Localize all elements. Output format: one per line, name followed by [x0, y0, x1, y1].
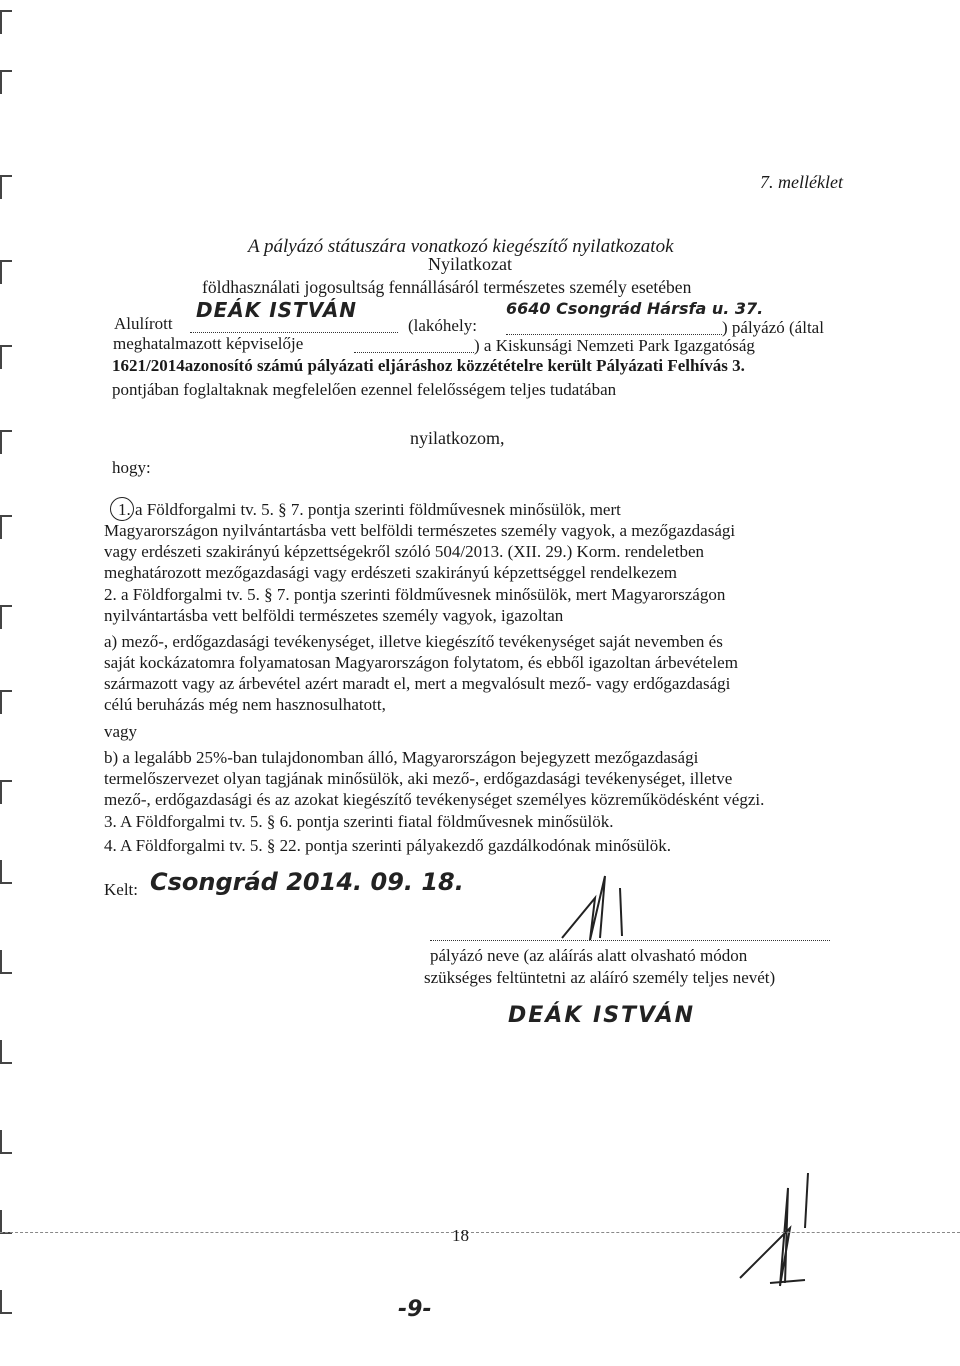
intro-alulirott: Alulírott — [114, 314, 173, 333]
intro-lakohely-label: (lakóhely: — [408, 316, 477, 335]
hogy-label: hogy: — [112, 458, 151, 477]
item-1-line: Magyarországon nyilvántartásba vett belföldi természetes személy vagyok, a mezőgazdasági — [104, 521, 736, 540]
item-2-line: 2. a Földforgalmi tv. 5. § 7. pontja szerinti földművesnek minősülök, mert Magyarországon — [104, 585, 726, 604]
page-number: 18 — [452, 1226, 469, 1245]
page-initial-signature — [730, 1168, 820, 1298]
intro-azonosito: 1621/2014azonosító számú pályázati eljáráshoz közzétételre került Pályázati Felhívás 3. — [112, 356, 745, 375]
item-2a-line: a) mező-, erdőgazdasági tevékenységet, illetve kiegészítő tevékenységet saját nevemben és — [104, 632, 723, 651]
item-4-line: 4. A Földforgalmi tv. 5. § 22. pontja szerinti pályakezdő gazdálkodónak minősülök. — [104, 836, 672, 855]
footer-rule — [0, 1232, 960, 1233]
intro-pontjaban: pontjában foglaltaknak megfelelően ezennel felelősségem teljes tudatában — [112, 380, 617, 399]
address-fill-line — [506, 334, 722, 335]
binding-mark — [0, 1130, 12, 1154]
handwritten-address: 6640 Csongrád Hársfa u. 37. — [506, 299, 764, 318]
intro-palyazo: ) pályázó (által — [722, 318, 824, 337]
item-1-line: vagy erdészeti szakirányú képzettségekről szóló 504/2013. (XII. 29.) Korm. rendeletben — [104, 542, 704, 561]
item-2a-line: saját kockázatomra folyamatosan Magyarországon folytatom, és ebből igazoltan árbevételem — [104, 653, 738, 672]
section-title: A pályázó státuszára vonatkozó kiegészítő nyilatkozatok — [248, 236, 674, 257]
handwritten-date: Csongrád 2014. 09. 18. — [150, 868, 464, 896]
binding-mark — [0, 690, 12, 714]
item-1-line: meghatározott mezőgazdasági vagy erdészeti szakirányú képzettséggel rendelkezem — [104, 563, 678, 582]
item-2b-line: termelőszervezet olyan tagjának minősülök, aki mező-, erdőgazdasági tevékenységet, illetve — [104, 769, 733, 788]
item-3-line: 3. A Földforgalmi tv. 5. § 6. pontja szerinti fiatal földművesnek minősülök. — [104, 812, 614, 831]
doc-title: Nyilatkozat — [428, 254, 512, 274]
representative-fill-line — [354, 352, 474, 353]
binding-mark — [0, 780, 12, 804]
binding-mark — [0, 950, 12, 974]
binding-mark — [0, 1040, 12, 1064]
item-2a-line: célú beruházás még nem hasznosulhatott, — [104, 695, 386, 714]
name-fill-line — [190, 332, 398, 333]
binding-mark — [0, 515, 12, 539]
item-2b-line: b) a legalább 25%-ban tulajdonomban álló, Magyarországon bejegyzett mezőgazdasági — [104, 748, 699, 767]
handwritten-page-mark: -9- — [398, 1297, 432, 1322]
item-2b-line: mező-, erdőgazdasági és az azokat kiegészítő tevékenységet személyes közreműködésként végzi. — [104, 790, 765, 809]
binding-mark — [0, 1290, 12, 1314]
signature-caption: pályázó neve (az aláírás alatt olvasható módon — [430, 946, 748, 965]
item-2a-line: származott vagy az árbevétel azért maradt el, mert a megvalósult mező- vagy erdőgazdasági — [104, 674, 731, 693]
item-1-line: 1. a Földforgalmi tv. 5. § 7. pontja szerinti földművesnek minősülök, mert — [118, 500, 621, 519]
binding-mark — [0, 345, 12, 369]
signature-line — [430, 940, 830, 941]
binding-mark — [0, 10, 12, 34]
item-2-line: nyilvántartásba vett belföldi természetes személy vagyok, igazoltan — [104, 606, 564, 625]
binding-mark — [0, 860, 12, 884]
intro-meghatalmazott: meghatalmazott képviselője — [113, 334, 304, 353]
doc-subtitle: földhasználati jogosultság fennállásáról természetes személy esetében — [202, 277, 692, 297]
binding-mark — [0, 260, 12, 284]
kelt-label: Kelt: — [104, 880, 138, 899]
handwritten-applicant-name: DEÁK ISTVÁN — [196, 298, 358, 322]
declaration-word: nyilatkozom, — [410, 428, 505, 448]
intro-kiskunsagi: ) a Kiskunsági Nemzeti Park Igazgatóság — [474, 336, 755, 355]
item-2-vagy: vagy — [104, 722, 138, 741]
binding-mark — [0, 1210, 12, 1234]
binding-mark — [0, 175, 12, 199]
binding-mark — [0, 430, 12, 454]
binding-mark — [0, 605, 12, 629]
signature-mark — [550, 868, 660, 948]
handwritten-signer-name: DEÁK ISTVÁN — [508, 1003, 696, 1028]
binding-mark — [0, 70, 12, 94]
signature-caption: szükséges feltüntetni az aláíró személy teljes nevét) — [424, 968, 776, 987]
annex-label: 7. melléklet — [760, 172, 843, 192]
